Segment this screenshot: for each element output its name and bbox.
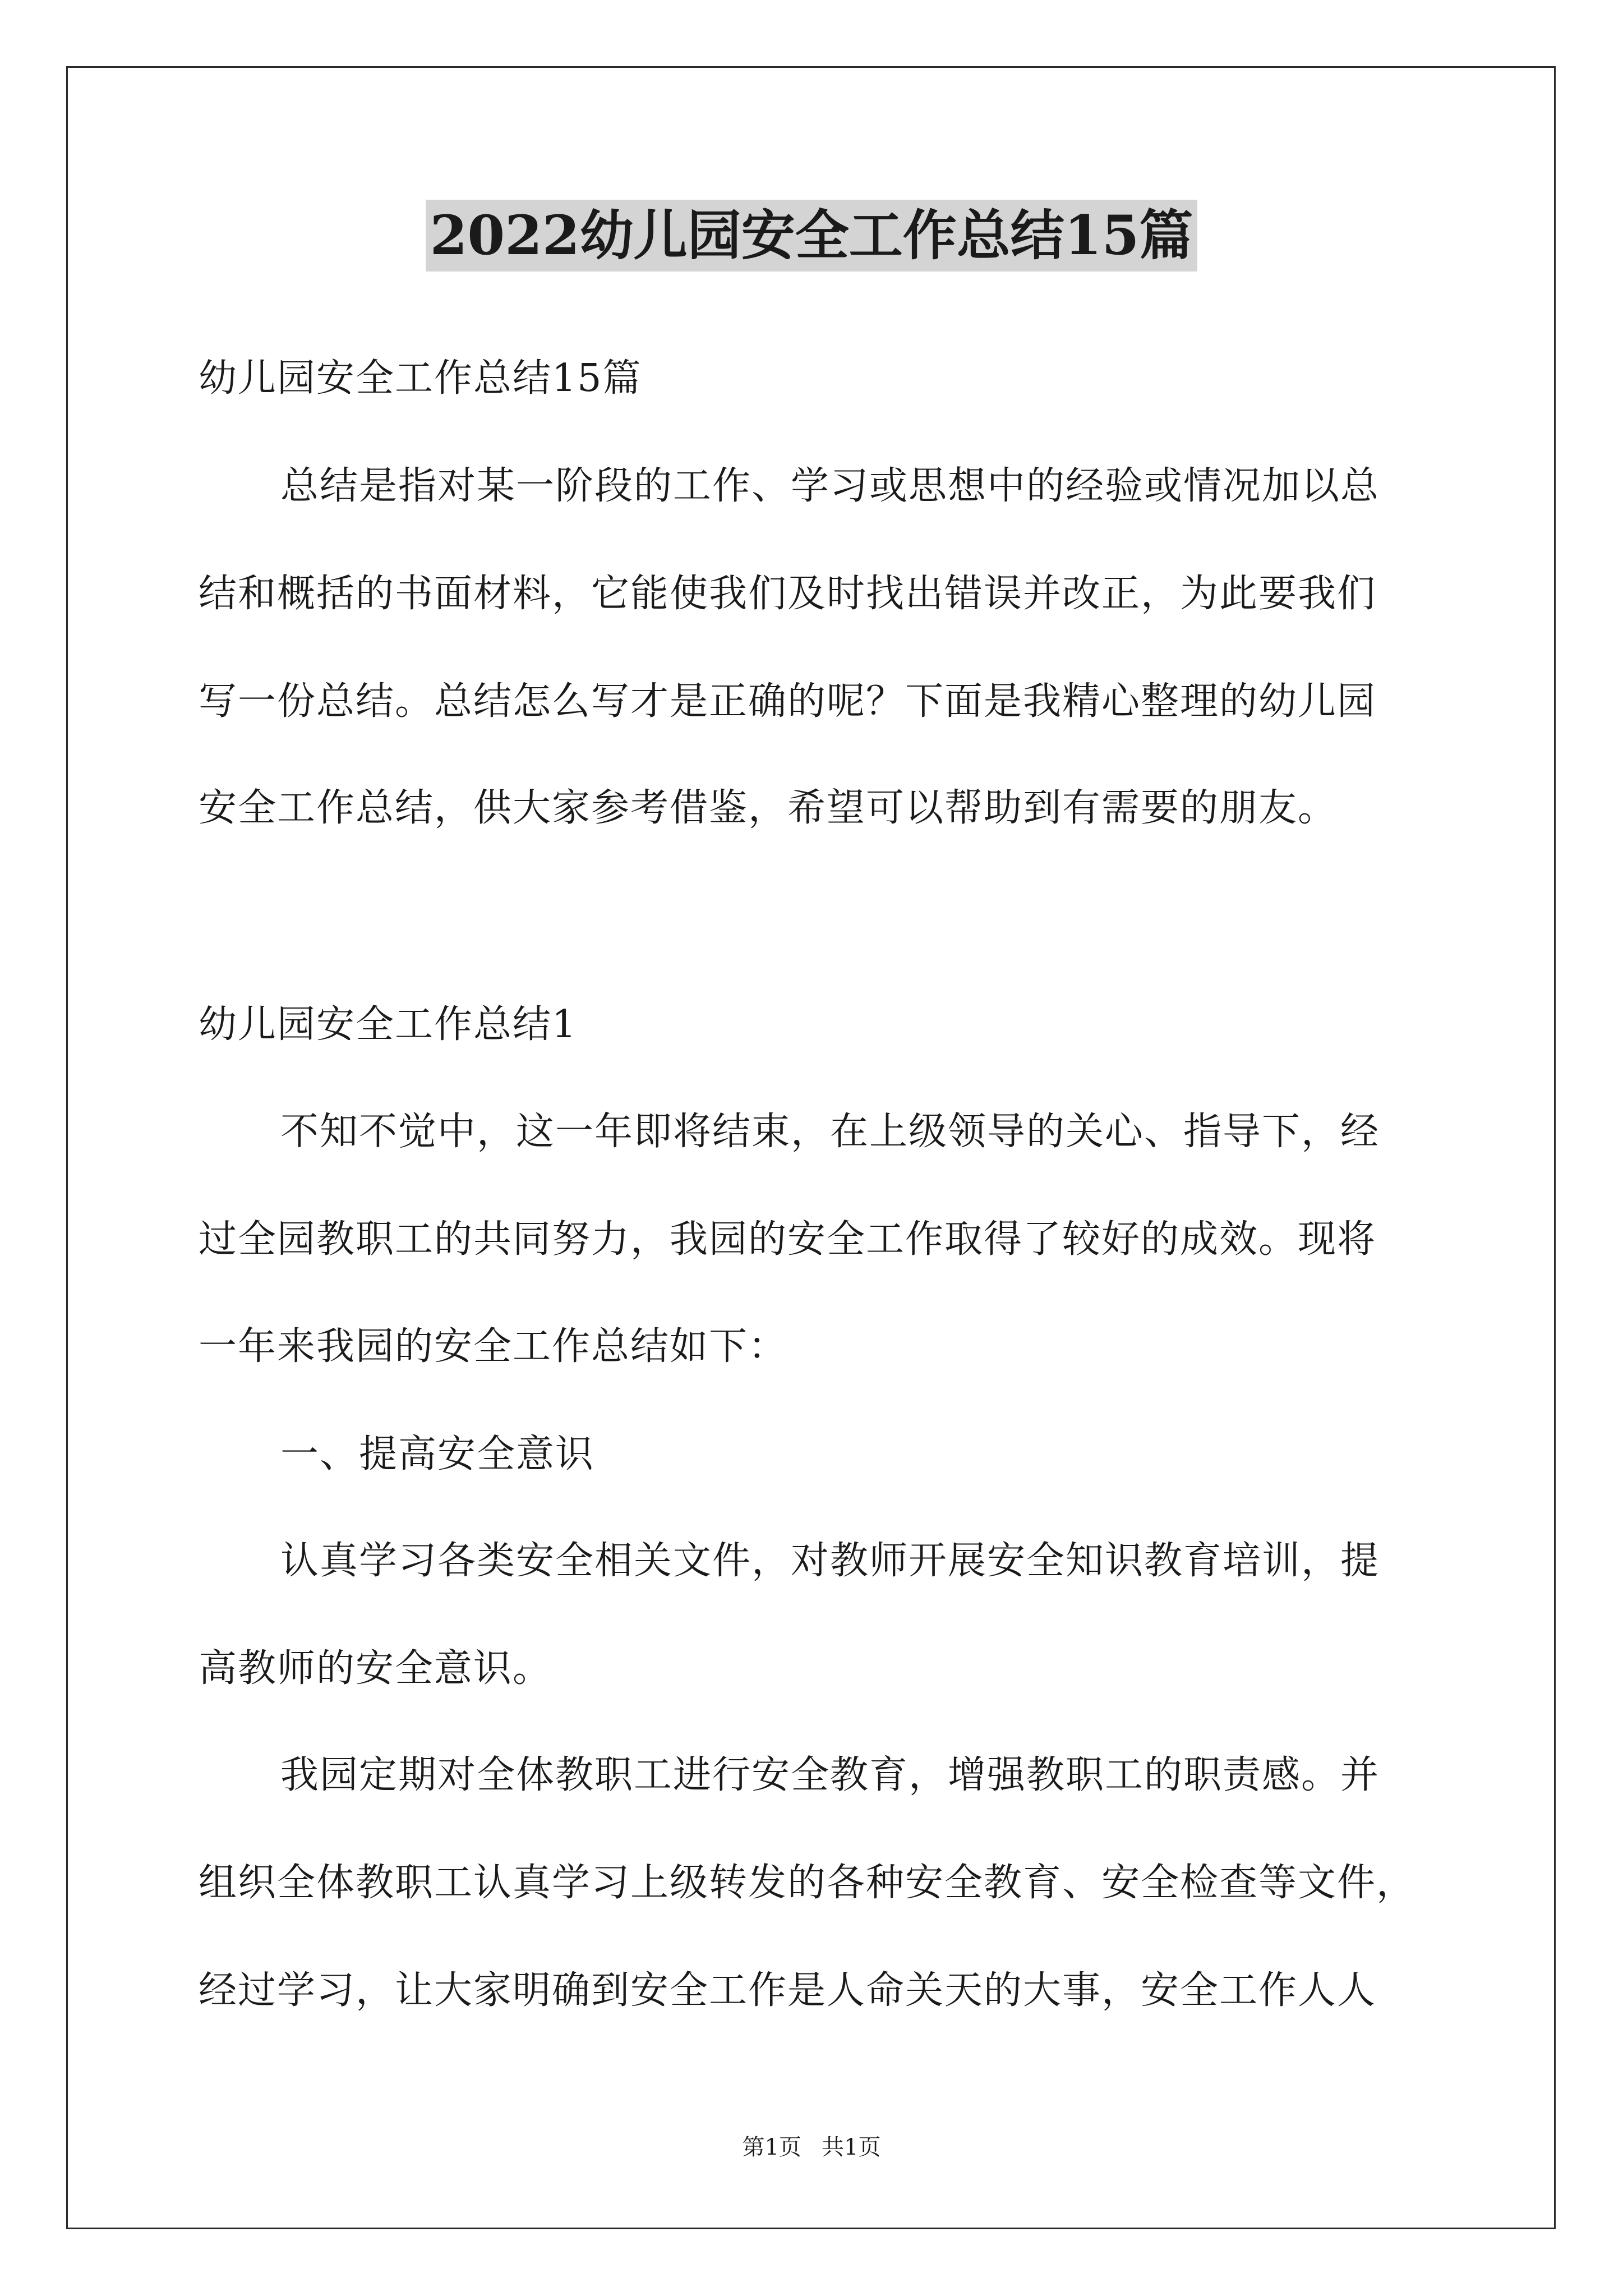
section-line: 不知不觉中，这一年即将结束，在上级领导的关心、指导下，经: [280, 1110, 1380, 1154]
section-heading: 幼儿园安全工作总结1: [199, 1002, 578, 1047]
intro-line: 总结是指对某一阶段的工作、学习或思想中的经验或情况加以总: [280, 464, 1380, 508]
document-title: 2022幼儿园安全工作总结15篇: [426, 200, 1198, 272]
paragraph-line: 我园定期对全体教职工进行安全教育，增强教职工的职责感。并: [280, 1753, 1380, 1797]
paragraph-line: 高教师的安全意识。: [199, 1646, 552, 1691]
section-line: 一年来我园的安全工作总结如下：: [199, 1324, 788, 1369]
document-subtitle: 幼儿园安全工作总结15篇: [199, 356, 642, 401]
paragraph-line: 经过学习，让大家明确到安全工作是人命关天的大事，安全工作人人: [199, 1968, 1377, 2013]
intro-line: 写一份总结。总结怎么写才是正确的呢？下面是我精心整理的幼儿园: [199, 679, 1377, 724]
intro-line: 安全工作总结，供大家参考借鉴，希望可以帮助到有需要的朋友。: [199, 786, 1338, 830]
paragraph-line: 组织全体教职工认真学习上级转发的各种安全教育、安全检查等文件，: [199, 1861, 1416, 1905]
subheading: 一、提高安全意识: [280, 1432, 595, 1476]
page-number: 第1页: [742, 2134, 801, 2160]
section-line: 过全园教职工的共同努力，我园的安全工作取得了较好的成效。现将: [199, 1217, 1377, 1262]
title-container: [0, 200, 1623, 272]
page-footer: [0, 2132, 1623, 2163]
intro-line: 结和概括的书面材料，它能使我们及时找出错误并改正，为此要我们: [199, 572, 1377, 616]
paragraph-line: 认真学习各类安全相关文件，对教师开展安全知识教育培训，提: [280, 1539, 1380, 1583]
page-count: 共1页: [822, 2134, 881, 2160]
